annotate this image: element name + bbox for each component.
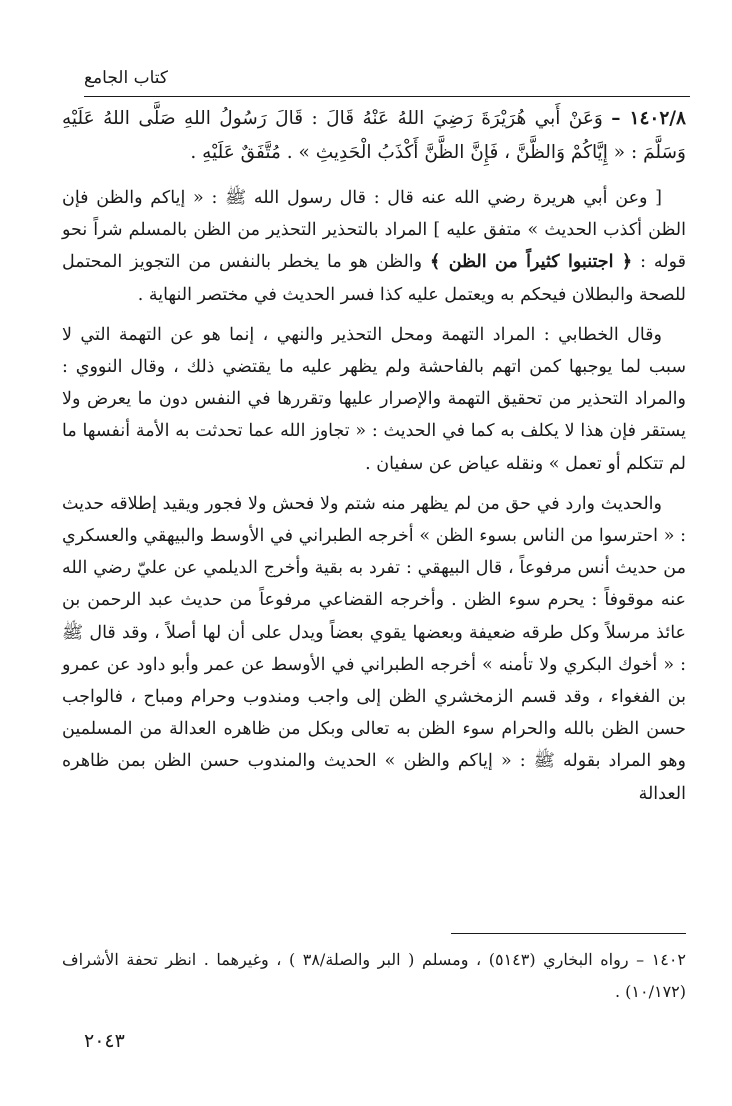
commentary-paragraph-3: والحديث وارد في حق من لم يظهر منه شتم ولا فحش ولا فجور ويقيد إطلاقه حديث : « احترسوا من الناس بسوء الظن » أخرجه الطبراني في الأوسط والبيهقي والعسكري من حديث أنس مرفوعاً ، قال البيهقي : تفرد به بقية وأخرج الديلمي عن عليّ رضي الله عنه موقوفاً : يحرم سوء الظن . وأخرجه القضاعي مرفوعاً من حديث عبد الرحمن بن عائذ مرسلاً وكل طرقه ضعيفة وبعضها يقوي بعضاً ويدل على أن لها أصلاً ، وقد قال ﷺ : « أخوك البكري ولا تأمنه » أخرجه الطبراني في الأوسط عن عمر وأبو داود عن عمرو بن الفغواء ، وقد قسم الزمخشري الظن إلى واجب ومندوب وحرام ومباح ، فالواجب حسن الظن بالله والحرام سوء الظن به تعالى وبكل من ظاهره العدالة من المسلمين وهو المراد بقوله ﷺ : « إياكم والظن » الحديث والمندوب حسن الظن بمن ظاهره العدالة: [62, 493, 686, 804]
main-text: [62, 102, 686, 818]
commentary-1-part-2: والظن هو ما يخطر بالنفس من التجويز المحتمل للصحة والبطلان فيحكم به ويعتمل عليه كذا فسر الحديث في مختصر النهاية .: [62, 252, 686, 305]
quran-quote: ﴿ اجتنبوا كثيراً من الظن ﴾: [430, 252, 633, 273]
hadith-number: ١٤٠٢/٨ –: [611, 108, 686, 129]
commentary-paragraph-1: [62, 182, 686, 311]
commentary-1-part-1: [ وعن أبي هريرة رضي الله عنه قال : قال رسول الله ﷺ : « إياكم والظن فإن الظن أكذب الحديث » متفق عليه ] المراد بالتحذير التحذير من الظن بالمسلم شراً نحو قوله :: [62, 188, 686, 273]
footnote: ١٤٠٢ – رواه البخاري (٥١٤٣) ، ومسلم ( البر والصلة/٣٨ ) ، وغيرهما . انظر تحفة الأشراف (١٠/١٧٢) .: [62, 950, 687, 1001]
page-number: ٢٠٤٣: [84, 1030, 125, 1052]
running-head: كتاب الجامع: [84, 68, 169, 88]
header-rule: [84, 96, 690, 97]
hadith-body: وَعَنْ أَبي هُرَيْرَةَ رَضِيَ اللهُ عَنْهُ قَالَ : قَالَ رَسُولُ اللهِ صَلَّى اللهُ عَلَيْهِ وَسَلَّمَ : « إِيَّاكُمْ وَالظَّنَّ ، فَإِنَّ الظَّنَّ أَكْذَبُ الْحَدِيثِ » . مُتَّفَقٌ عَلَيْهِ .: [62, 108, 686, 163]
hadith-text: [62, 102, 686, 170]
footnote-rule: [451, 933, 686, 934]
commentary-paragraph-2: وقال الخطابي : المراد التهمة ومحل التحذير والنهي ، إنما هو عن التهمة التي لا سبب لما يوجبها كمن اتهم بالفاحشة ولم يظهر عليه ما يقتضي ذلك ، وقال النووي : والمراد التحذير من تحقيق التهمة والإصرار عليها وتقررها في النفس دون ما يعرض ولا يستقر فإن هذا لا يكلف به كما في الحديث : « تجاوز الله عما تحدثت به الأمة أنفسها ما لم تتكلم أو تعمل » ونقله عياض عن سفيان .: [62, 324, 686, 474]
